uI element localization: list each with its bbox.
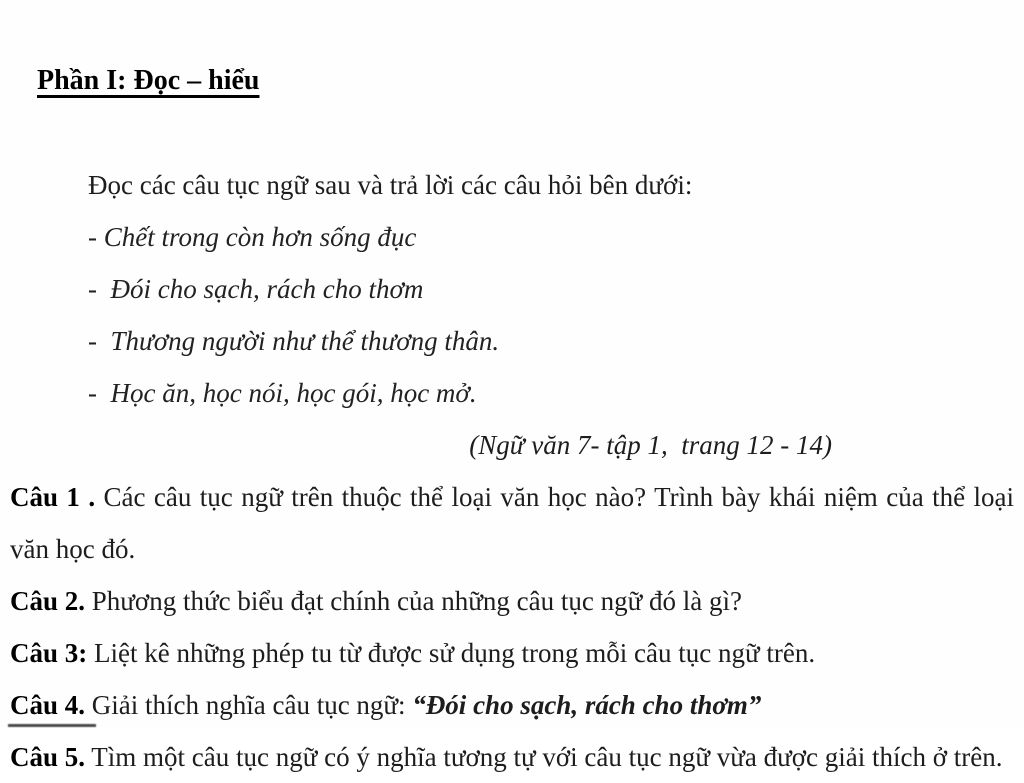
proverb-line: - Đói cho sạch, rách cho thơm (88, 274, 424, 304)
question-5-text: Tìm một câu tục ngữ có ý nghĩa tương tự với câu tục ngữ vừa được giải thích ở trên. (91, 742, 1003, 772)
question-2 (10, 575, 1014, 627)
intro-instruction: Đọc các câu tục ngữ sau và trả lời các câu hỏi bên dưới: (88, 170, 693, 200)
question-5 (10, 731, 1014, 783)
section-title: Phần I: Đọc – hiểu (37, 65, 260, 96)
proverb-line: - Chết trong còn hơn sống đục (88, 222, 417, 252)
question-3-text: Liệt kê những phép tu từ được sử dụng trong mỗi câu tục ngữ trên. (94, 638, 816, 668)
question-1-text: Các câu tục ngữ trên thuộc thể loại văn học nào? Trình bày khái niệm của thể loại văn học đó. (10, 482, 1015, 564)
proverb-line: - Thương người như thể thương thân. (88, 326, 500, 356)
question-4-quoted-proverb: “Đói cho sạch, rách cho thơm” (412, 690, 762, 720)
question-3-label: Câu 3: (10, 638, 88, 668)
question-1-label: Câu 1 . (10, 482, 96, 512)
question-3 (10, 627, 1014, 679)
question-5-label: Câu 5. (10, 742, 86, 772)
section-heading-row (10, 2, 1014, 159)
proverb-line: - Học ăn, học nói, học gói, học mở. (88, 378, 477, 408)
question-4-label: Câu 4. (10, 690, 86, 720)
cutoff-text-artifact (8, 724, 96, 727)
question-4-text: Giải thích nghĩa câu tục ngữ: (91, 690, 406, 720)
question-1 (10, 471, 1014, 575)
source-citation: (Ngữ văn 7- tập 1, trang 12 - 14) (469, 430, 832, 460)
question-2-label: Câu 2. (10, 586, 86, 616)
question-4 (10, 679, 1014, 731)
question-2-text: Phương thức biểu đạt chính của những câu tục ngữ đó là gì? (91, 586, 742, 616)
